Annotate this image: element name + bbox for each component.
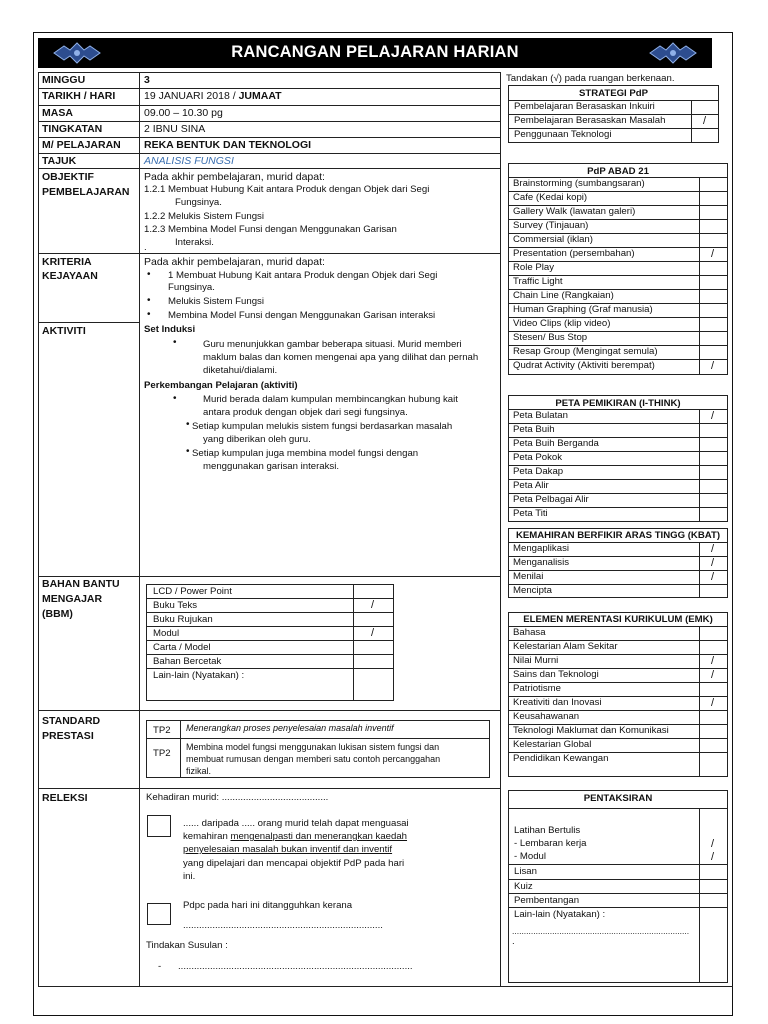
ditangguhkan-line: ........................................................................... [183, 920, 383, 931]
tajuk-label: TAJUK [42, 155, 77, 167]
tandakan-note: Tandakan (√) pada ruangan berkenaan. [506, 73, 675, 84]
lainlain-dot: . [512, 936, 515, 947]
objektif-label: OBJEKTIF [42, 171, 94, 183]
ithink-item: Peta Pelbagai Alir [513, 494, 589, 505]
refleksi-text [183, 831, 407, 843]
abad21-checkmark: / [711, 360, 715, 372]
tp-description: Menerangkan proses penyelesaian masalah inventif [186, 723, 394, 733]
bullet-icon: • [173, 337, 177, 348]
abad21-item: Role Play [513, 262, 555, 273]
objektif-2: 1.2.2 Melukis Sistem Fungsi [144, 211, 264, 222]
standard-label: STANDARD [42, 715, 101, 727]
refleksi-checkbox[interactable] [147, 903, 171, 925]
abad21-item: Brainstorming (sumbangsaran) [513, 178, 645, 189]
modul-label: - Modul [514, 851, 546, 862]
tp-description: fizikal. [186, 766, 212, 776]
tarikh-date: 19 JANUARI 2018 / [144, 90, 236, 102]
emk-item: Patriotisme [513, 683, 561, 694]
grid-line [38, 322, 139, 323]
bullet-icon: • [186, 446, 190, 457]
objektif-1a: 1.2.1 Membuat Hubung Kait antara Produk dengan Objek dari Segi [144, 184, 430, 195]
perkembangan-3a: Setiap kumpulan juga membina model fungsi dengan [192, 448, 419, 459]
grid-line [146, 626, 394, 627]
minggu-label: MINGGU [42, 74, 86, 86]
grid-line [508, 893, 728, 894]
objektif-3a: 1.2.3 Membina Model Funsi dengan Menggunakan Garisan [144, 224, 397, 235]
bbm-label-3: (BBM) [42, 608, 73, 620]
set-induksi-1b: maklum balas dan komen mengenai apa yang dilihat dan pernah [203, 352, 479, 363]
page-title: RANCANGAN PELAJARAN HARIAN [231, 43, 519, 61]
ithink-item: Peta Alir [513, 480, 549, 491]
tindakan-dash: - [158, 961, 162, 972]
ithink-item: Peta Dakap [513, 466, 564, 477]
bbm-label: BAHAN BANTU [42, 578, 120, 590]
kbat-checkmark: / [711, 557, 715, 569]
perkembangan-heading: Perkembangan Pelajaran (aktiviti) [144, 380, 298, 391]
emk-item: Keusahawanan [513, 711, 580, 722]
perkembangan-2b: yang diberikan oleh guru. [203, 434, 311, 445]
kbat-item: Mengaplikasi [513, 543, 569, 554]
bbm-item: Buku Teks [153, 600, 198, 611]
grid-line [691, 100, 692, 143]
set-induksi-1a: Guru menunjukkan gambar beberapa situasi. Murid memberi [203, 339, 462, 350]
pelajaran-label: M/ PELAJARAN [42, 139, 121, 151]
grid-line [38, 105, 500, 106]
grid-line [38, 168, 500, 169]
standard-label-2: PRESTASI [42, 730, 94, 742]
bullet-icon: • [147, 295, 151, 306]
grid-line [38, 72, 39, 987]
masa-label: MASA [42, 107, 73, 119]
grid-line [146, 654, 394, 655]
emk-item: Pendidikan Kewangan [513, 753, 609, 764]
bbm-item: LCD / Power Point [153, 586, 232, 597]
grid-line [146, 640, 394, 641]
bbm-item: Bahan Bercetak [153, 656, 222, 667]
abad21-item: Human Graphing (Graf manusia) [513, 304, 653, 315]
bbm-item: Modul [153, 628, 180, 639]
bbm-checkmark: / [371, 599, 375, 611]
lembaran-label: - Lembaran kerja [514, 838, 587, 849]
pentaksiran-title: PENTAKSIRAN [583, 793, 653, 804]
grid-line [146, 612, 394, 613]
grid-line [38, 710, 500, 711]
kbat-checkmark: / [711, 571, 715, 583]
kriteria-2: Melukis Sistem Fungsi [168, 296, 264, 307]
refleksi-text: ini. [183, 871, 196, 882]
emk-title: ELEMEN MERENTASI KURIKULUM (EMK) [523, 614, 713, 625]
abad21-item: Gallery Walk (lawatan galeri) [513, 206, 636, 217]
strategi-item: Penggunaan Teknologi [514, 129, 612, 140]
kbat-item: Menganalisis [513, 557, 569, 568]
kriteria-label: KRITERIA [42, 256, 92, 268]
grid-line [146, 738, 490, 739]
grid-line [146, 668, 394, 669]
pembentangan-label: Pembentangan [514, 895, 580, 906]
tarikh-label: TARIKH / HARI [42, 90, 116, 102]
grid-line [508, 808, 728, 809]
abad21-item: Traffic Light [513, 276, 563, 287]
pentaksiran-table [508, 790, 728, 983]
grid-line [508, 907, 728, 908]
tingkatan-value: 2 IBNU SINA [144, 123, 206, 135]
kbat-title: KEMAHIRAN BERFIKIR ARAS TINGG (KBAT) [515, 530, 721, 541]
emk-item: Kelestarian Alam Sekitar [513, 641, 618, 652]
objektif-intro: Pada akhir pembelajaran, murid dapat: [144, 171, 325, 183]
abad21-item: Stesen/ Bus Stop [513, 332, 588, 343]
abad21-item: Video Clips (klip video) [513, 318, 611, 329]
emk-item: Nilai Murni [513, 655, 559, 666]
kbat-item: Mencipta [513, 585, 552, 596]
set-induksi-1c: diketahui/dialami. [203, 365, 278, 376]
kbat-checkmark: / [711, 543, 715, 555]
pentaksiran-checkmark: / [711, 838, 715, 850]
grid-line [38, 253, 500, 254]
tp-description: Membina model fungsi menggunakan lukisan sistem fungsi dan [186, 742, 440, 752]
kriteria-3: Membina Model Funsi dengan Menggunakan Garisan interaksi [168, 310, 436, 321]
bullet-icon: • [147, 269, 151, 280]
bbm-item: Buku Rujukan [153, 614, 213, 625]
abad21-item: Chain Line (Rangkaian) [513, 290, 614, 301]
title-bar [38, 38, 712, 68]
bbm-checkmark: / [371, 627, 375, 639]
lainlain-line: ........................................................................... [512, 926, 690, 936]
perkembangan-1a: Murid berada dalam kumpulan membincangkan hubung kait [203, 394, 458, 405]
objektif-label-2: PEMBELAJARAN [42, 186, 130, 198]
tp-label: TP2 [153, 748, 171, 759]
ithink-item: Peta Pokok [513, 452, 563, 463]
abad21-checkmark: / [711, 248, 715, 260]
minggu-value: 3 [144, 74, 150, 86]
bbm-label-2: MENGAJAR [42, 593, 103, 605]
refleksi-label: RELEKSI [42, 792, 88, 804]
kehadiran-line: Kehadiran murid: ........................................ [146, 792, 329, 803]
ithink-item: Peta Buih [513, 424, 555, 435]
perkembangan-2a: Setiap kumpulan melukis sistem fungsi berdasarkan masalah [192, 421, 453, 432]
grid-line [353, 584, 354, 701]
abad21-item: Resap Group (Mengingat semula) [513, 346, 658, 357]
bbm-item: Carta / Model [153, 642, 211, 653]
refleksi-text-pre: kemahiran [183, 831, 231, 842]
tindakan-line: ........................................................................................ [178, 961, 413, 972]
emk-item: Kelestarian Global [513, 739, 592, 750]
tindakan-label: Tindakan Susulan : [146, 940, 228, 951]
emk-item: Bahasa [513, 627, 546, 638]
emk-checkmark: / [711, 655, 715, 667]
lisan-label: Lisan [514, 866, 537, 877]
emk-checkmark: / [711, 697, 715, 709]
bullet-icon: • [186, 419, 190, 430]
grid-line [146, 598, 394, 599]
bullet-icon: • [147, 309, 151, 320]
kbat-item: Menilai [513, 571, 544, 582]
ditangguhkan-text: Pdpc pada hari ini ditangguhkan kerana [183, 900, 353, 911]
tajuk-value: ANALISIS FUNGSI [144, 155, 234, 167]
kriteria-1a: 1 Membuat Hubung Kait antara Produk dengan Objek dari Segi [168, 270, 438, 281]
pelajaran-value: REKA BENTUK DAN TEKNOLOGI [144, 139, 312, 151]
grid-line [38, 788, 500, 789]
grid-line [38, 72, 500, 73]
ithink-item: Peta Titi [513, 508, 548, 519]
refleksi-text: ...... daripada ..... orang murid telah dapat menguasai [183, 818, 409, 829]
kriteria-label-2: KEJAYAAN [42, 270, 98, 282]
emk-item: Kreativiti dan Inovasi [513, 697, 602, 708]
grid-line [699, 626, 700, 777]
kriteria-intro: Pada akhir pembelajaran, murid dapat: [144, 256, 325, 268]
kuiz-label: Kuiz [514, 881, 533, 892]
grid-line [500, 72, 501, 987]
kriteria-1b: Fungsinya. [168, 282, 215, 293]
grid-line [139, 72, 140, 987]
perkembangan-1b: antara produk dengan objek dari segi fungsinya. [203, 407, 408, 418]
emk-item: Teknologi Maklumat dan Komunikasi [513, 725, 669, 736]
grid-line [508, 879, 728, 880]
strategi-item: Pembelajaran Berasaskan Inkuiri [514, 101, 655, 112]
grid-line [508, 864, 728, 865]
ornament-right-icon [648, 41, 698, 65]
grid-line [699, 808, 700, 983]
bbm-item: Lain-lain (Nyatakan) : [153, 670, 245, 681]
abad21-item: Presentation (persembahan) [513, 248, 635, 259]
grid-line [38, 121, 500, 122]
refleksi-text-underlined: mengenalpasti dan menerangkan kaedah [230, 831, 408, 842]
ithink-title: PETA PEMIKIRAN (I-THINK) [555, 398, 681, 409]
emk-item: Sains dan Teknologi [513, 669, 599, 680]
latihan-label: Latihan Bertulis [514, 825, 581, 836]
grid-line [180, 720, 181, 778]
strategi-title: STRATEGI PdP [578, 88, 649, 99]
tarikh-value [144, 90, 282, 103]
refleksi-checkbox[interactable] [147, 815, 171, 837]
masa-value: 09.00 – 10.30 pg [144, 107, 223, 119]
perkembangan-3b: menggunakan garisan interaksi. [203, 461, 339, 472]
abad21-item: Qudrat Activity (Aktiviti berempat) [513, 360, 655, 371]
lainlain-label: Lain-lain (Nyatakan) : [514, 909, 606, 920]
abad21-title: PdP ABAD 21 [587, 166, 649, 177]
pentaksiran-checkmark: / [711, 851, 715, 863]
grid-line [38, 153, 500, 154]
aktiviti-label: AKTIVITI [42, 325, 86, 337]
grid-line [38, 986, 733, 987]
objektif-3b: Interaksi. [175, 237, 214, 248]
abad21-item: Cafe (Kedai kopi) [513, 192, 588, 203]
objektif-dot: . [144, 242, 147, 253]
ithink-item: Peta Bulatan [513, 410, 568, 421]
grid-line [38, 137, 500, 138]
bullet-icon: • [173, 393, 177, 404]
grid-line [38, 88, 500, 89]
tp-description: membuat rumusan dengan memberi satu contoh percanggahan [186, 754, 441, 764]
abad21-item: Survey (Tinjauan) [513, 220, 589, 231]
ithink-item: Peta Buih Berganda [513, 438, 599, 449]
tarikh-day: JUMAAT [238, 90, 282, 102]
strategi-checkmark: / [703, 115, 707, 127]
set-induksi-heading: Set Induksi [144, 324, 196, 335]
grid-line [38, 576, 500, 577]
strategi-item: Pembelajaran Berasaskan Masalah [514, 115, 666, 126]
ithink-checkmark: / [711, 410, 715, 422]
tingkatan-label: TINGKATAN [42, 123, 103, 135]
refleksi-text: penyelesaian masalah bukan inventif dan inventif [183, 844, 393, 855]
objektif-1b: Fungsinya. [175, 197, 222, 208]
tp-label: TP2 [153, 725, 171, 736]
abad21-item: Commersial (iklan) [513, 234, 593, 245]
refleksi-text: yang dipelajari dan mencapai objektif PdP pada hari [183, 858, 405, 869]
emk-checkmark: / [711, 669, 715, 681]
